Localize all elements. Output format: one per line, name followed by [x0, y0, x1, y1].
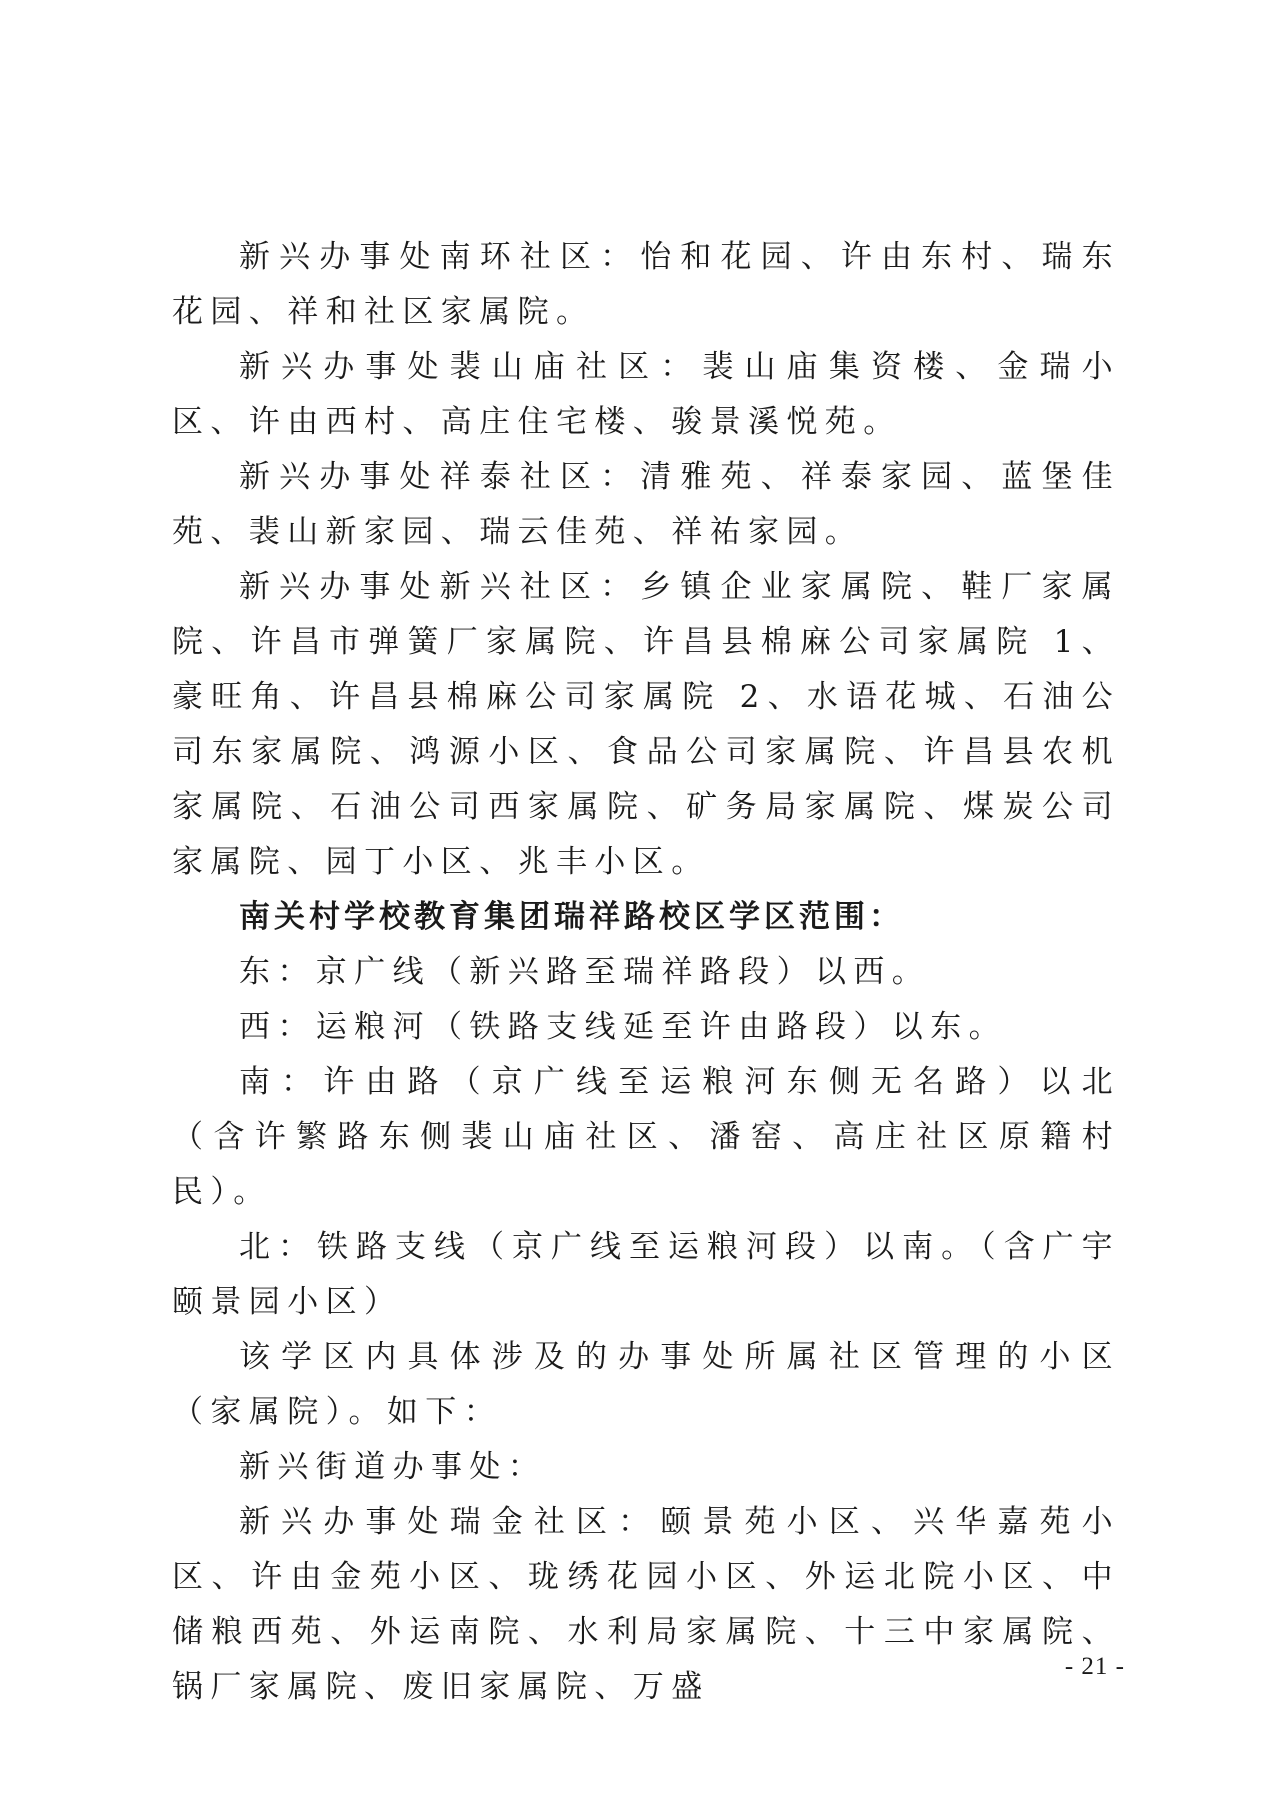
paragraph-boundary-west: 西：运粮河（铁路支线延至许由路段）以东。 — [239, 1009, 1007, 1045]
paragraph-xinxing-subdistrict: 新兴街道办事处： — [239, 1449, 547, 1485]
paragraph-boundary-north: 北：铁路支线（京广线至运粮河段）以南。（含广宇颐景园小区） — [172, 1229, 1120, 1320]
paragraph-boundary-east: 东：京广线（新兴路至瑞祥路段）以西。 — [239, 954, 931, 990]
page-number: - 21 - — [1064, 1653, 1125, 1680]
paragraph-ruijin-community: 新兴办事处瑞金社区：颐景苑小区、兴华嘉苑小区、许由金苑小区、珑绣花园小区、外运北院小区、中储粮西苑、外运南院、水利局家属院、十三中家属院、锅厂家属院、废旧家属院、万盛 — [172, 1504, 1120, 1705]
paragraph-peishanmiao-community: 新兴办事处裴山庙社区：裴山庙集资楼、金瑞小区、许由西村、高庄住宅楼、骏景溪悦苑。 — [172, 349, 1120, 440]
document-body — [172, 230, 1120, 1715]
paragraph-boundary-south: 南：许由路（京广线至运粮河东侧无名路）以北（含许繁路东侧裴山庙社区、潘窑、高庄社区原籍村民）。 — [172, 1064, 1120, 1210]
paragraph-xiangtai-community: 新兴办事处祥泰社区：清雅苑、祥泰家园、蓝堡佳苑、裴山新家园、瑞云佳苑、祥祐家园。 — [172, 459, 1120, 550]
paragraph-nanhuan-community: 新兴办事处南环社区：怡和花园、许由东村、瑞东花园、祥和社区家属院。 — [172, 239, 1120, 330]
paragraph-xinxing-community: 新兴办事处新兴社区：乡镇企业家属院、鞋厂家属院、许昌市弹簧厂家属院、许昌县棉麻公司家属院 1、豪旺角、许昌县棉麻公司家属院 2、水语花城、石油公司东家属院、鸿源小区、食品公司家属院、许昌县农机家属院、石油公司西家属院、矿务局家属院、煤炭公司家属院、园丁小区、兆丰小区。 — [172, 569, 1120, 880]
section-heading-ruixiang-campus: 南关村学校教育集团瑞祥路校区学区范围： — [239, 899, 904, 935]
paragraph-district-intro: 该学区内具体涉及的办事处所属社区管理的小区（家属院）。如下： — [172, 1339, 1120, 1430]
